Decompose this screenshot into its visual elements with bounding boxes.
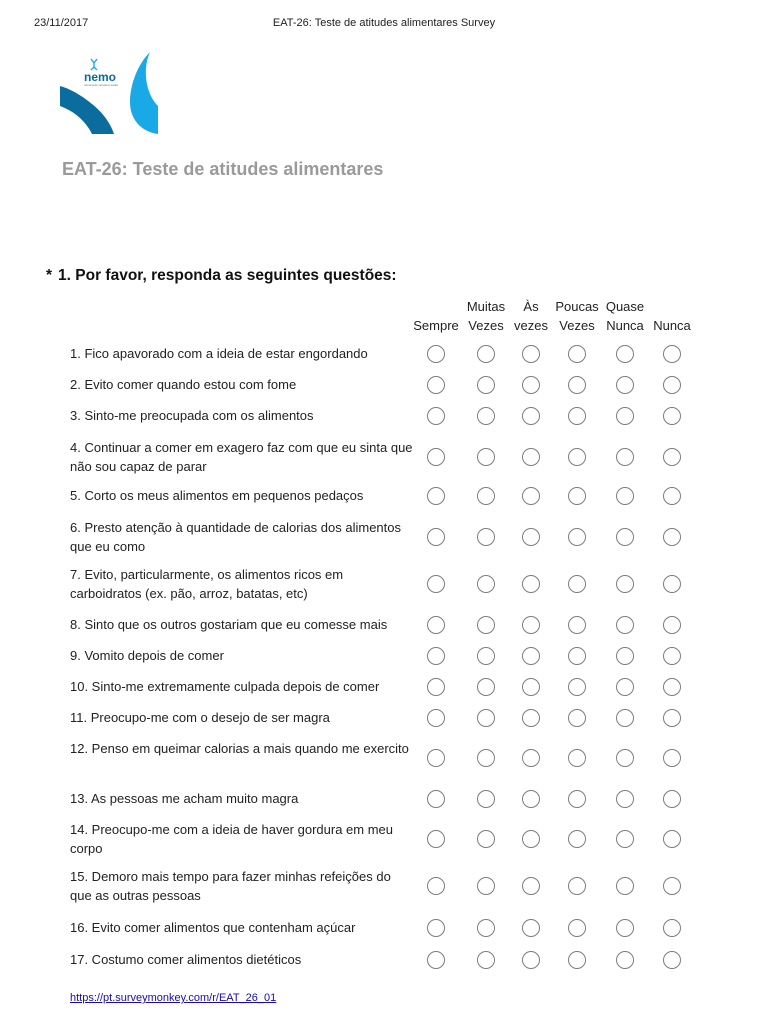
radio-option[interactable]: [477, 528, 495, 546]
radio-option[interactable]: [663, 709, 681, 727]
statement-label: 5. Corto os meus alimentos em pequenos pedaços: [70, 488, 364, 504]
radio-option[interactable]: [477, 919, 495, 937]
logo-subtitle-text: núcleo de estudos e intervenção em obesidade: [84, 83, 119, 87]
column-header-line1: Às: [523, 299, 539, 314]
radio-option[interactable]: [568, 951, 586, 969]
radio-option[interactable]: [616, 678, 634, 696]
radio-option[interactable]: [568, 575, 586, 593]
radio-option[interactable]: [663, 575, 681, 593]
logo-figure-icon: [91, 59, 97, 70]
logo-light-shape: [130, 52, 158, 134]
radio-option[interactable]: [427, 376, 445, 394]
radio-option[interactable]: [663, 877, 681, 895]
logo-dark-shape: [60, 86, 114, 134]
statement-label: 12. Penso em queimar calorias a mais quando me exercito: [70, 740, 409, 756]
radio-option[interactable]: [568, 448, 586, 466]
radio-option[interactable]: [568, 830, 586, 848]
radio-option[interactable]: [477, 616, 495, 634]
statement-label: 6. Presto atenção à quantidade de calorias dos alimentos que eu como: [70, 519, 401, 554]
radio-option[interactable]: [477, 877, 495, 895]
radio-option[interactable]: [427, 919, 445, 937]
radio-option[interactable]: [616, 345, 634, 363]
nemo-logo: [58, 50, 162, 136]
radio-option[interactable]: [616, 877, 634, 895]
radio-option[interactable]: [522, 487, 540, 505]
radio-option[interactable]: [616, 919, 634, 937]
radio-option[interactable]: [616, 575, 634, 593]
radio-option[interactable]: [522, 951, 540, 969]
radio-option[interactable]: [568, 877, 586, 895]
radio-option[interactable]: [522, 407, 540, 425]
radio-option[interactable]: [477, 951, 495, 969]
column-header-line1: Muitas: [466, 299, 506, 314]
radio-option[interactable]: [477, 487, 495, 505]
radio-option[interactable]: [477, 678, 495, 696]
column-header-line2: Nunca: [606, 318, 644, 333]
radio-option[interactable]: [663, 647, 681, 665]
radio-option[interactable]: [616, 487, 634, 505]
radio-option[interactable]: [522, 678, 540, 696]
radio-option[interactable]: [568, 528, 586, 546]
print-page-title: EAT-26: Teste de atitudes alimentares Survey: [272, 17, 496, 29]
radio-option[interactable]: [477, 407, 495, 425]
radio-option[interactable]: [427, 407, 445, 425]
column-header-line1: Poucas: [555, 299, 599, 314]
radio-option[interactable]: [616, 749, 634, 767]
statement-label: 17. Costumo comer alimentos dietéticos: [70, 952, 302, 968]
radio-option[interactable]: [522, 448, 540, 466]
radio-option[interactable]: [477, 749, 495, 767]
radio-option[interactable]: [568, 345, 586, 363]
radio-option[interactable]: [616, 647, 634, 665]
radio-option[interactable]: [663, 448, 681, 466]
radio-option[interactable]: [427, 830, 445, 848]
radio-option[interactable]: [568, 919, 586, 937]
radio-option[interactable]: [477, 790, 495, 808]
radio-option[interactable]: [616, 448, 634, 466]
radio-option[interactable]: [616, 951, 634, 969]
radio-option[interactable]: [522, 647, 540, 665]
statement-label: 11. Preocupo-me com o desejo de ser magra: [70, 710, 330, 726]
column-header-line2: vezes: [514, 318, 548, 333]
statement-label: 1. Fico apavorado com a ideia de estar engordando: [70, 346, 368, 362]
radio-option[interactable]: [427, 528, 445, 546]
statement-label: 13. As pessoas me acham muito magra: [70, 791, 299, 807]
radio-option[interactable]: [477, 709, 495, 727]
radio-option[interactable]: [427, 678, 445, 696]
required-mark: *: [46, 267, 53, 284]
radio-option[interactable]: [477, 647, 495, 665]
radio-option[interactable]: [522, 345, 540, 363]
radio-option[interactable]: [663, 919, 681, 937]
statement-label: 9. Vomito depois de comer: [70, 648, 224, 664]
logo-brand-text: nemo: [84, 70, 117, 84]
radio-option[interactable]: [663, 528, 681, 546]
column-header-line1: Quase: [605, 299, 645, 314]
survey-title: EAT-26: Teste de atitudes alimentares: [62, 159, 384, 179]
radio-option[interactable]: [522, 877, 540, 895]
statement-label: 16. Evito comer alimentos que contenham açúcar: [70, 920, 356, 936]
radio-option[interactable]: [663, 487, 681, 505]
radio-option[interactable]: [663, 616, 681, 634]
radio-option[interactable]: [522, 749, 540, 767]
radio-option[interactable]: [616, 830, 634, 848]
radio-option[interactable]: [427, 790, 445, 808]
radio-option[interactable]: [427, 616, 445, 634]
radio-option[interactable]: [522, 616, 540, 634]
question-text: 1. Por favor, responda as seguintes questões:: [58, 267, 397, 284]
radio-option[interactable]: [427, 647, 445, 665]
radio-option[interactable]: [616, 528, 634, 546]
radio-option[interactable]: [663, 407, 681, 425]
radio-option[interactable]: [522, 790, 540, 808]
radio-option[interactable]: [568, 376, 586, 394]
radio-option[interactable]: [477, 376, 495, 394]
statement-label: 2. Evito comer quando estou com fome: [70, 377, 297, 393]
question-heading: [46, 267, 397, 285]
radio-option[interactable]: [522, 830, 540, 848]
statement-label: 3. Sinto-me preocupada com os alimentos: [70, 408, 314, 424]
radio-option[interactable]: [616, 709, 634, 727]
radio-option[interactable]: [568, 616, 586, 634]
radio-option[interactable]: [616, 616, 634, 634]
radio-option[interactable]: [427, 575, 445, 593]
column-header-line2: Vezes: [559, 318, 595, 333]
statement-label: 4. Continuar a comer em exagero faz com que eu sinta que não sou capaz de parar: [70, 439, 413, 474]
radio-option[interactable]: [522, 575, 540, 593]
radio-option[interactable]: [663, 749, 681, 767]
radio-option[interactable]: [477, 830, 495, 848]
radio-option[interactable]: [568, 647, 586, 665]
radio-option[interactable]: [477, 448, 495, 466]
radio-option[interactable]: [427, 345, 445, 363]
radio-option[interactable]: [477, 345, 495, 363]
survey-url-link[interactable]: https://pt.surveymonkey.com/r/EAT_26_01: [70, 992, 277, 1004]
radio-option[interactable]: [427, 709, 445, 727]
radio-option[interactable]: [616, 790, 634, 808]
radio-option[interactable]: [568, 790, 586, 808]
column-header-line2: Nunca: [653, 318, 691, 333]
radio-option[interactable]: [663, 790, 681, 808]
radio-option[interactable]: [568, 678, 586, 696]
radio-option[interactable]: [477, 575, 495, 593]
radio-option[interactable]: [663, 830, 681, 848]
radio-option[interactable]: [568, 407, 586, 425]
radio-option[interactable]: [663, 376, 681, 394]
radio-option[interactable]: [522, 376, 540, 394]
statement-label: 14. Preocupo-me com a ideia de haver gordura em meu corpo: [70, 821, 394, 856]
radio-option[interactable]: [427, 448, 445, 466]
radio-option[interactable]: [663, 951, 681, 969]
statement-label: 8. Sinto que os outros gostariam que eu comesse mais: [70, 617, 388, 633]
radio-option[interactable]: [522, 919, 540, 937]
radio-option[interactable]: [427, 749, 445, 767]
radio-option[interactable]: [568, 487, 586, 505]
radio-option[interactable]: [427, 951, 445, 969]
statement-label: 10. Sinto-me extremamente culpada depois de comer: [70, 679, 380, 695]
radio-option[interactable]: [663, 678, 681, 696]
radio-option[interactable]: [522, 528, 540, 546]
radio-option[interactable]: [663, 345, 681, 363]
radio-option[interactable]: [568, 709, 586, 727]
radio-option[interactable]: [568, 749, 586, 767]
column-header-line1: [642, 297, 702, 316]
column-header-6: [642, 297, 702, 335]
print-date: 23/11/2017: [34, 17, 89, 29]
radio-option[interactable]: [427, 487, 445, 505]
statement-label: 15. Demoro mais tempo para fazer minhas refeições do que as outras pessoas: [70, 868, 391, 903]
radio-option[interactable]: [616, 376, 634, 394]
column-header-line2: Sempre: [413, 318, 459, 333]
radio-option[interactable]: [522, 709, 540, 727]
column-header-line2: Vezes: [468, 318, 504, 333]
statement-label: 7. Evito, particularmente, os alimentos ricos em carboidratos (ex. pão, arroz, batatas, etc): [70, 566, 344, 601]
radio-option[interactable]: [616, 407, 634, 425]
radio-option[interactable]: [427, 877, 445, 895]
